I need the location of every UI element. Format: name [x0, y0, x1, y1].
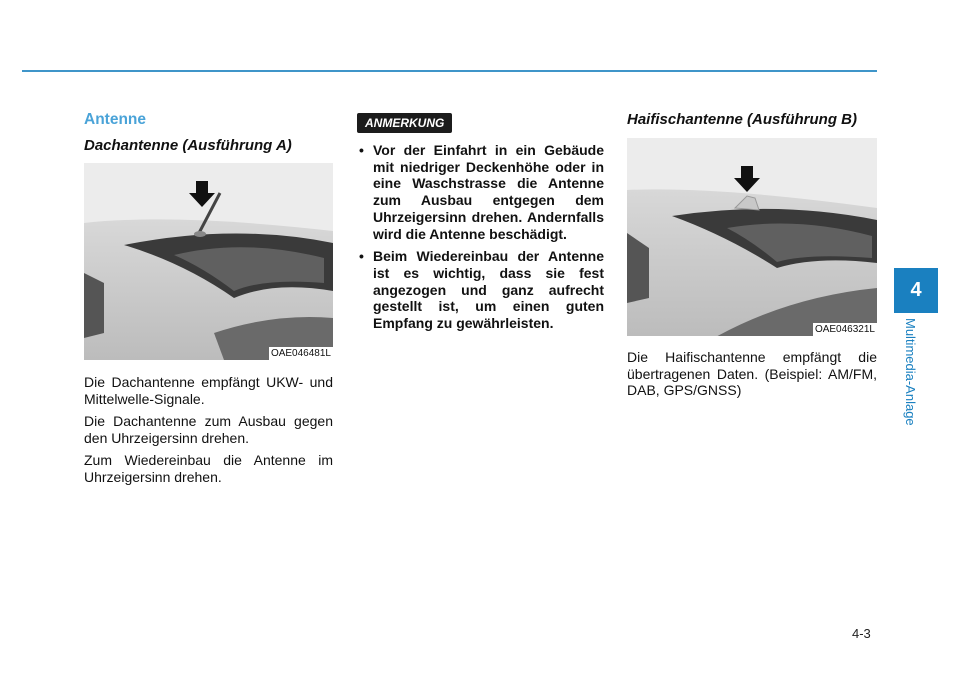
car-rear-roof-antenna-illustration — [84, 163, 333, 360]
paragraph: Die Dachantenne empfängt UKW- und Mittelwelle-Signale. — [84, 374, 333, 407]
top-rule — [22, 70, 877, 72]
chapter-tab[interactable]: 4 — [894, 268, 938, 313]
figure-shark-antenna — [627, 138, 877, 336]
page-number: 4-3 — [852, 626, 871, 641]
paragraph: Zum Wiedereinbau die Antenne im Uhrzeigersinn drehen. — [84, 452, 333, 485]
note-item: • Vor der Einfahrt in ein Gebäude mit niedriger Deckenhöhe oder in eine Waschstrasse die Antenne zum Ausbau entgegen dem Uhrzeigersinn drehen. Andernfalls wird die Antenne beschädigt. — [357, 142, 604, 242]
note-item: • Beim Wiedereinbau der Antenne ist es wichtig, dass sie fest angezogen und ganz aufrecht gestellt ist, um einen guten Empfang zu gewährleisten. — [357, 248, 604, 332]
left-column — [84, 111, 333, 485]
right-column — [627, 111, 877, 399]
car-rear-shark-antenna-illustration — [627, 138, 877, 336]
figure-code: OAE046481L — [270, 348, 331, 359]
note-badge: ANMERKUNG — [357, 113, 452, 133]
subtitle-shark-antenna: Haifischantenne (Ausführung B) — [627, 111, 858, 128]
paragraph: Die Dachantenne zum Ausbau gegen den Uhrzeigersinn drehen. — [84, 413, 333, 446]
figure-code: OAE046321L — [814, 324, 875, 335]
middle-column — [357, 113, 604, 338]
note-list — [357, 142, 604, 332]
paragraph: Die Haifischantenne empfängt die übertragenen Daten. (Beispiel: AM/FM, DAB, GPS/GNSS) — [627, 349, 877, 398]
subtitle-roof-antenna: Dachantenne (Ausführung A) — [84, 137, 292, 154]
figure-roof-antenna — [84, 163, 333, 360]
chapter-label: Multimedia-Anlage — [903, 318, 918, 426]
section-title: Antenne — [84, 111, 146, 128]
